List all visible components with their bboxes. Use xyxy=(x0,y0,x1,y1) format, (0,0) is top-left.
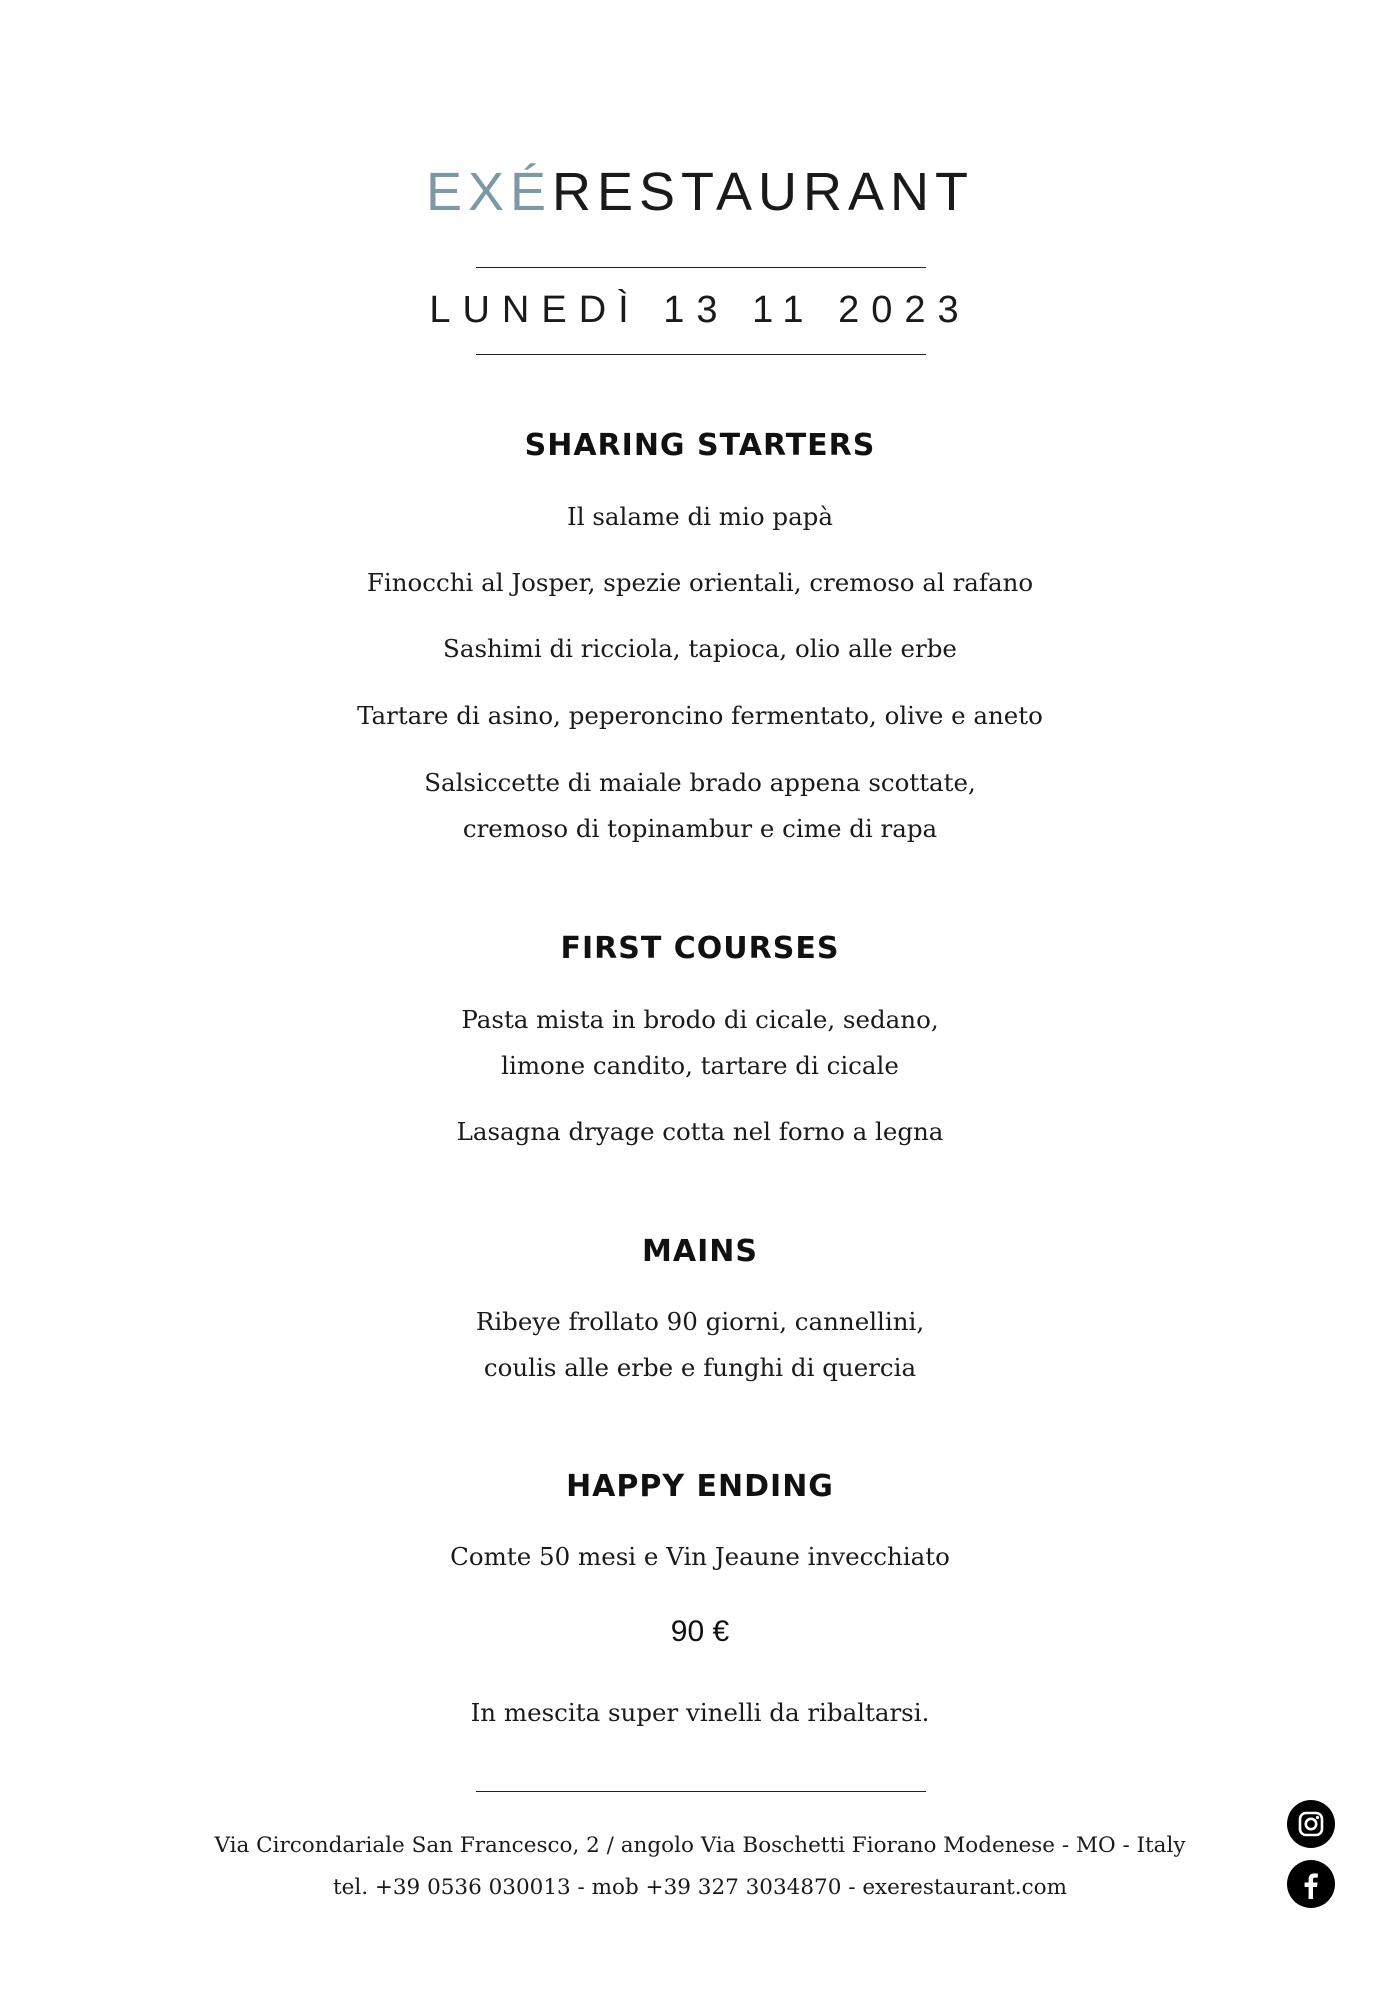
divider-top xyxy=(476,267,926,268)
dish-item: Comte 50 mesi e Vin Jeaune invecchiato xyxy=(450,1542,950,1571)
logo-restaurant: RESTAURANT xyxy=(552,162,975,222)
menu-price: 90 € xyxy=(670,1615,730,1648)
dish-item: Finocchi al Josper, spezie orientali, cremoso al rafano xyxy=(366,568,1034,597)
dish-item: Tartare di asino, peperoncino fermentato, olive e aneto xyxy=(357,701,1043,730)
facebook-icon[interactable] xyxy=(1287,1860,1335,1908)
instagram-icon[interactable] xyxy=(1287,1800,1335,1848)
footer-contacts: tel. +39 0536 030013 - mob +39 327 3034870 - exerestaurant.com xyxy=(332,1875,1068,1900)
dish-item-continued: cremoso di topinambur e cime di rapa xyxy=(462,814,938,843)
divider-footer xyxy=(476,1791,926,1792)
restaurant-logo xyxy=(0,162,1400,222)
dish-item-continued: limone candito, tartare di cicale xyxy=(501,1051,899,1080)
menu-date: LUNEDÌ 13 11 2023 xyxy=(429,289,971,331)
section-heading-sharing-starters: SHARING STARTERS xyxy=(524,428,876,463)
section-heading-mains: MAINS xyxy=(642,1234,758,1269)
footer-address: Via Circondariale San Francesco, 2 / angolo Via Boschetti Fiorano Modenese - MO - Italy xyxy=(214,1833,1186,1858)
dish-item-continued: coulis alle erbe e funghi di quercia xyxy=(483,1353,917,1382)
dish-item: Sashimi di ricciola, tapioca, olio alle erbe xyxy=(443,634,957,663)
dish-item: Ribeye frollato 90 giorni, cannellini, xyxy=(475,1307,925,1336)
logo-exe: EXÉ xyxy=(425,162,553,222)
divider-date xyxy=(476,354,926,355)
section-heading-happy-ending: HAPPY ENDING xyxy=(566,1469,834,1504)
dish-item: Lasagna dryage cotta nel forno a legna xyxy=(456,1117,944,1146)
dish-item: Pasta mista in brodo di cicale, sedano, xyxy=(461,1005,939,1034)
dish-item: Il salame di mio papà xyxy=(567,502,833,531)
dish-item: Salsiccette di maiale brado appena scottate, xyxy=(424,768,976,797)
wine-note: In mescita super vinelli da ribaltarsi. xyxy=(470,1698,930,1727)
section-heading-first-courses: FIRST COURSES xyxy=(560,931,840,966)
